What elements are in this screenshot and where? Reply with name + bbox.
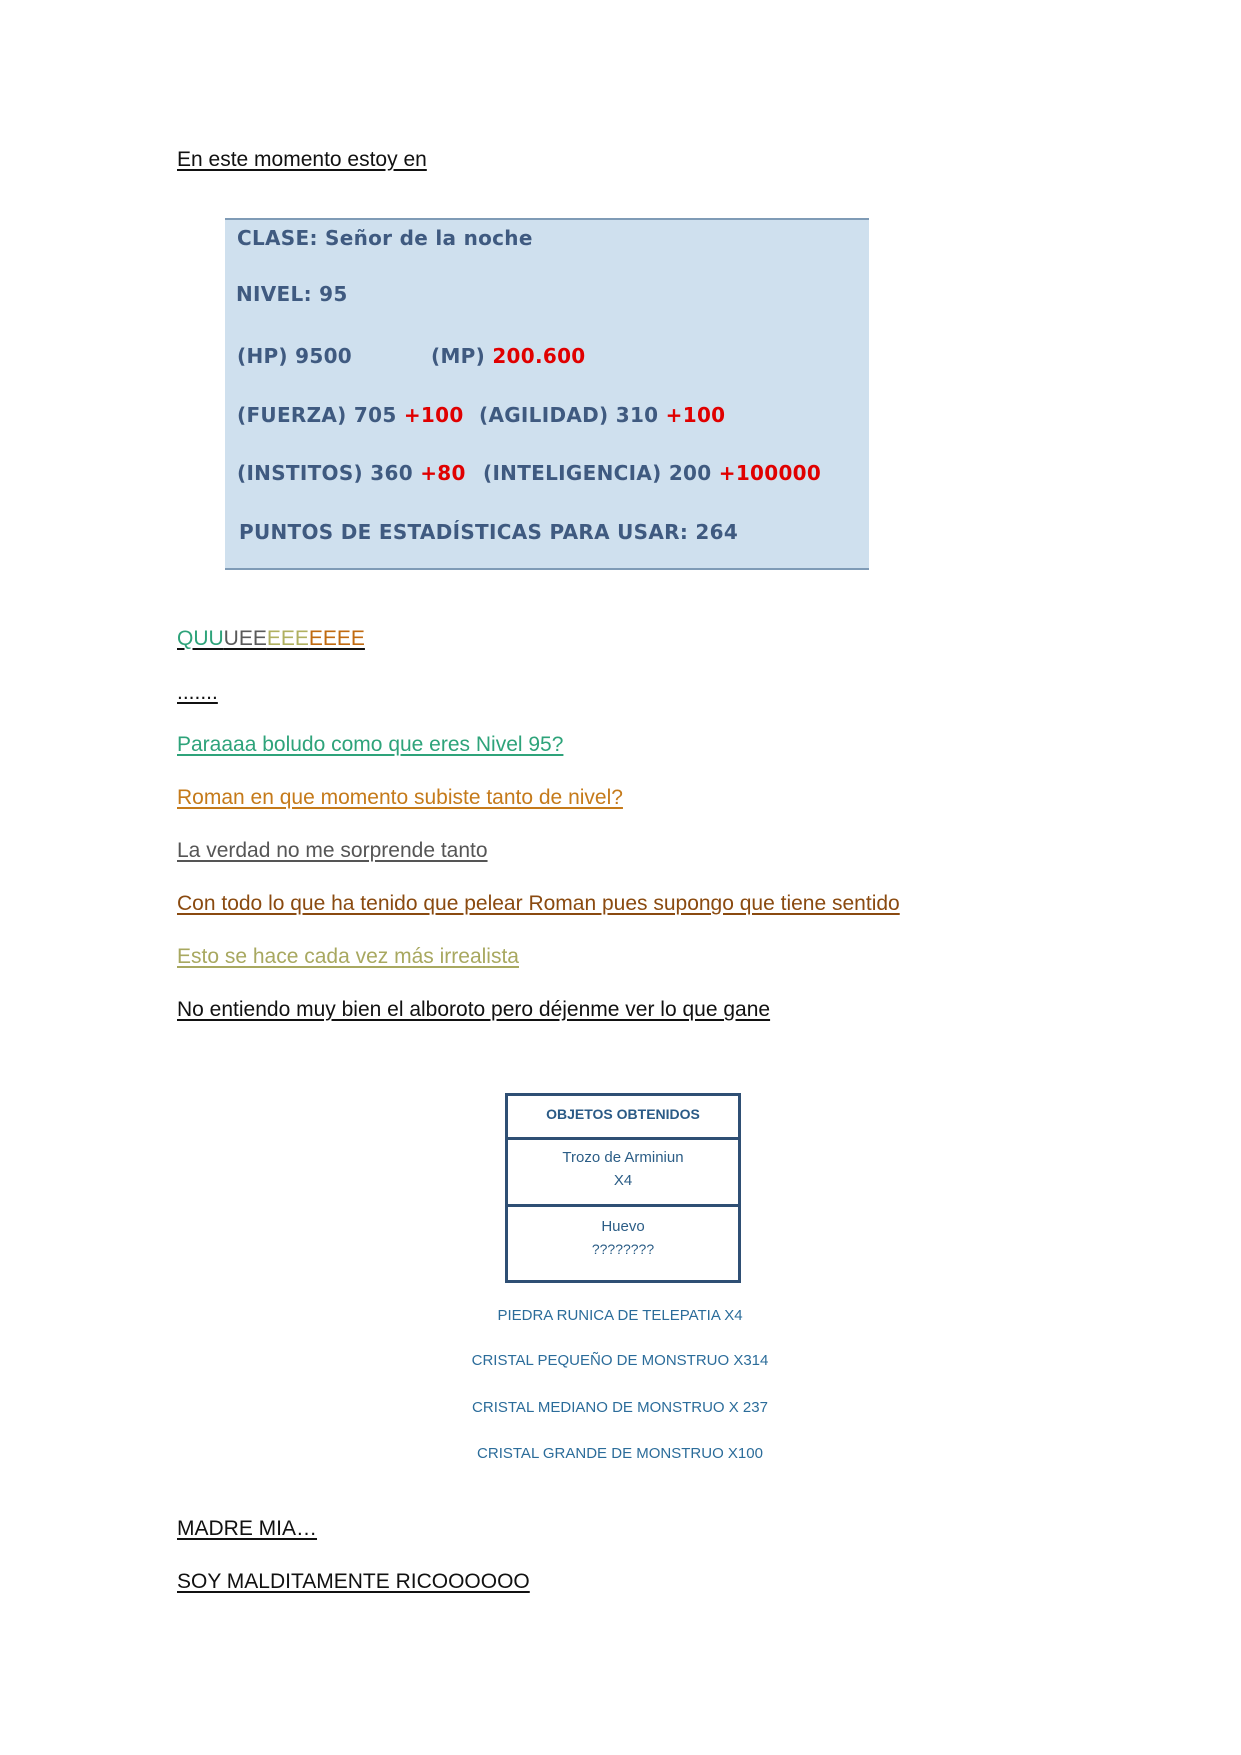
level-label: NIVEL: <box>236 282 312 306</box>
level-row <box>236 282 348 306</box>
item-name: Trozo de Arminiun <box>562 1149 684 1166</box>
class-label: CLASE: <box>237 226 318 250</box>
stat-points-value: 264 <box>695 520 739 544</box>
stat-points-label: PUNTOS DE ESTADÍSTICAS PARA USAR: <box>239 520 689 544</box>
stat-points-row <box>239 520 738 544</box>
item-quantity: X4 <box>613 1172 633 1189</box>
divider <box>508 1204 738 1207</box>
agility-value: 310 <box>615 403 659 427</box>
intelligence-label: (INTELIGENCIA) <box>483 461 662 485</box>
chat-line: Paraaaa boludo como que eres Nivel 95? <box>177 733 564 756</box>
instincts-value: 360 <box>370 461 413 485</box>
chat-line: No entiendo muy bien el alboroto pero déjenme ver lo que gane <box>177 998 771 1021</box>
divider <box>508 1137 738 1140</box>
chat-line: La verdad no me sorprende tanto <box>177 839 488 862</box>
mp-label: (MP) <box>431 344 486 368</box>
intelligence-value: 200 <box>668 461 712 485</box>
instincts-row <box>237 461 466 485</box>
strength-label: (FUERZA) <box>237 403 347 427</box>
shout-line <box>177 627 365 651</box>
mp-row <box>431 344 586 368</box>
hp-value: 9500 <box>295 344 353 368</box>
class-value: Señor de la noche <box>325 226 533 250</box>
chat-line: Esto se hace cada vez más irrealista <box>177 945 519 968</box>
ending-line: SOY MALDITAMENTE RICOOOOOO <box>177 1570 530 1593</box>
agility-row <box>479 403 725 427</box>
loot-item: CRISTAL MEDIANO DE MONSTRUO X 237 <box>472 1399 768 1416</box>
loot-item: CRISTAL GRANDE DE MONSTRUO X100 <box>477 1445 763 1462</box>
strength-bonus: +100 <box>403 403 464 427</box>
hp-row <box>237 344 352 368</box>
chat-line: Roman en que momento subiste tanto de nivel? <box>177 786 623 809</box>
ellipsis-line: ....... <box>177 681 218 704</box>
chat-line: Con todo lo que ha tenido que pelear Roman pues supongo que tiene sentido <box>177 892 900 915</box>
loot-item: CRISTAL PEQUEÑO DE MONSTRUO X314 <box>471 1352 769 1369</box>
shout-part: QUU <box>177 627 224 650</box>
items-obtained-table <box>505 1093 741 1283</box>
loot-item: PIEDRA RUNICA DE TELEPATIA X4 <box>497 1307 743 1324</box>
intelligence-bonus: +100000 <box>718 461 822 485</box>
agility-bonus: +100 <box>665 403 726 427</box>
level-value: 95 <box>319 282 348 306</box>
item-quantity: ???????? <box>591 1241 655 1257</box>
mp-value: 200.600 <box>492 344 586 368</box>
instincts-label: (INSTITOS) <box>237 461 363 485</box>
item-name: Huevo <box>601 1218 645 1235</box>
strength-value: 705 <box>353 403 397 427</box>
strength-row <box>237 403 464 427</box>
shout-part: UEE <box>223 627 267 650</box>
instincts-bonus: +80 <box>420 461 466 485</box>
agility-label: (AGILIDAD) <box>479 403 609 427</box>
intro-line: En este momento estoy en <box>177 148 427 171</box>
items-header: OBJETOS OBTENIDOS <box>546 1106 700 1122</box>
shout-part: EEE <box>266 627 309 650</box>
intelligence-row <box>483 461 821 485</box>
status-window <box>225 218 869 570</box>
hp-label: (HP) <box>237 344 288 368</box>
ending-line: MADRE MIA… <box>177 1517 318 1540</box>
shout-part: EEEE <box>308 627 365 650</box>
class-row <box>237 226 533 250</box>
